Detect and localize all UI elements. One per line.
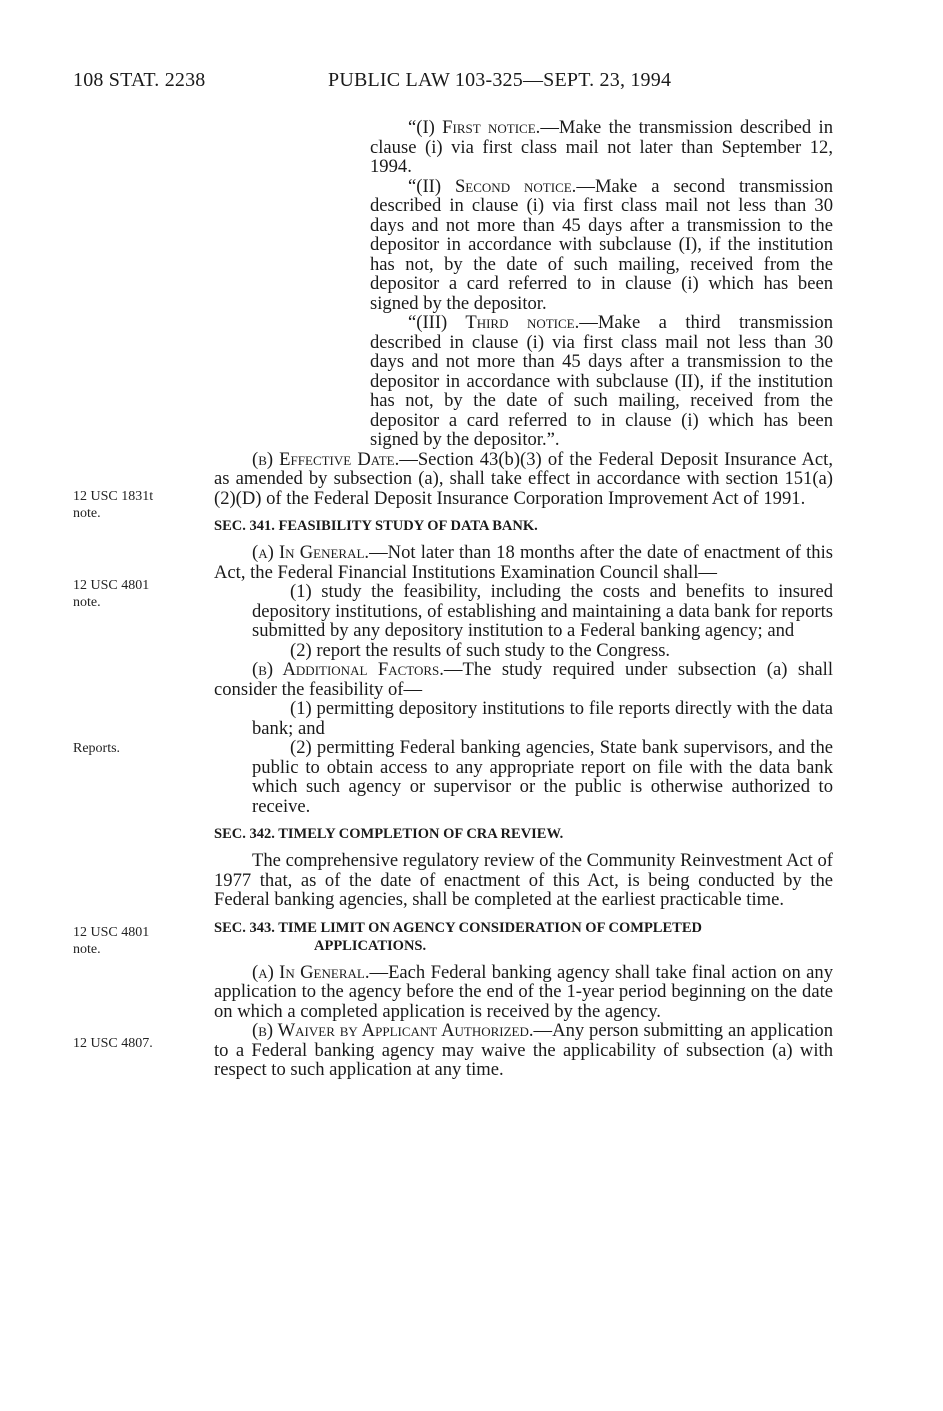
sec341-b: (b) Additional Factors.—The study required under subsection (a) shall consider the feasibility of— [214, 659, 833, 700]
section-343-heading-line1: SEC. 343. TIME LIMIT ON AGENCY CONSIDERATION OF COMPLETED [214, 919, 702, 936]
sec341-a2: (2) report the results of such study to the Congress. [290, 639, 671, 661]
subclause-first-notice: “(I) First notice.—Make the transmission described in clause (i) via first class mail not later than September 12, 1994. [370, 117, 833, 177]
section-343-heading-line2: APPLICATIONS. [314, 937, 427, 954]
section-343-heading [214, 919, 833, 955]
sec341-a: (a) In General.—Not later than 18 months after the date of enactment of this Act, the Federal Financial Institutions Examination Council shall— [214, 542, 833, 583]
effective-date-paragraph: (b) Effective Date.—Section 43(b)(3) of the Federal Deposit Insurance Act, as amended by subsection (a), shall take effect in accordance with section 151(a)(2)(D) of the Federal Deposit Insurance Corporation Improvement Act of 1991. [214, 448, 833, 509]
margin-note-4807: 12 USC 4807. [73, 1036, 153, 1051]
page-stat-number: 108 STAT. 2238 [73, 69, 206, 91]
sec341-b1: (1) permitting depository institutions to file reports directly with the data bank; and [252, 698, 833, 739]
sec342-text: The comprehensive regulatory review of the Community Reinvestment Act of 1977 that, as of the date of enactment of this Act, is being conducted by the Federal banking agencies, shall be completed at the earliest practicable time. [214, 850, 833, 910]
sec341-a-items [214, 582, 833, 660]
subclause-third-notice: “(III) Third notice.—Make a third transmission described in clause (i) via first class mail not less than 30 days and not more than 45 days after a transmission to the depositor in accordance with subclause (II), if the institution has not, by the date of such mailing, received from the depositor a card referred to in clause (i) which has been signed by the depositor.”. [370, 312, 833, 450]
margin-note-reports: Reports. [73, 741, 121, 756]
section-341-heading: SEC. 341. FEASIBILITY STUDY OF DATA BANK. [214, 518, 538, 534]
margin-note-4801-a: 12 USC 4801 note. [73, 578, 150, 610]
margin-note-4801-b: 12 USC 4801 note. [73, 925, 150, 957]
sec341-b-items [214, 699, 833, 816]
sec343-b: (b) Waiver by Applicant Authorized.—Any person submitting an application to a Federal banking agency may waive the applicability of subsection (a) with respect to such application at any time. [214, 1020, 833, 1080]
margin-note-1831t: 12 USC 1831t note. [73, 489, 154, 521]
sec341-a1: (1) study the feasibility, including the costs and benefits to insured depository institutions, of establishing and maintaining a data bank for reports submitted by any depository institution to a Federal banking agency; and [252, 581, 833, 641]
sec341-b2: (2) permitting Federal banking agencies, State bank supervisors, and the public to obtain access to any appropriate report on file with the data bank which such agency or supervisor or the public is otherwise authorized to receive. [252, 737, 833, 817]
section-342-heading: SEC. 342. TIMELY COMPLETION OF CRA REVIEW. [214, 826, 564, 842]
main-text [214, 118, 833, 1080]
subclauses [370, 118, 833, 450]
sec343-a: (a) In General.—Each Federal banking agency shall take final action on any application to the agency before the end of the 1-year period beginning on the date on which a completed application is received by the agency. [214, 961, 833, 1022]
subclause-second-notice: “(II) Second notice.—Make a second transmission described in clause (i) via first class mail not less than 30 days and not more than 45 days after a transmission to the depositor in accordance with subclause (I), if the institution has not, by the date of such mailing, received from the depositor a card referred to in clause (i) which has been signed by the depositor. [370, 175, 833, 314]
running-header: PUBLIC LAW 103-325—SEPT. 23, 1994 [328, 69, 672, 91]
